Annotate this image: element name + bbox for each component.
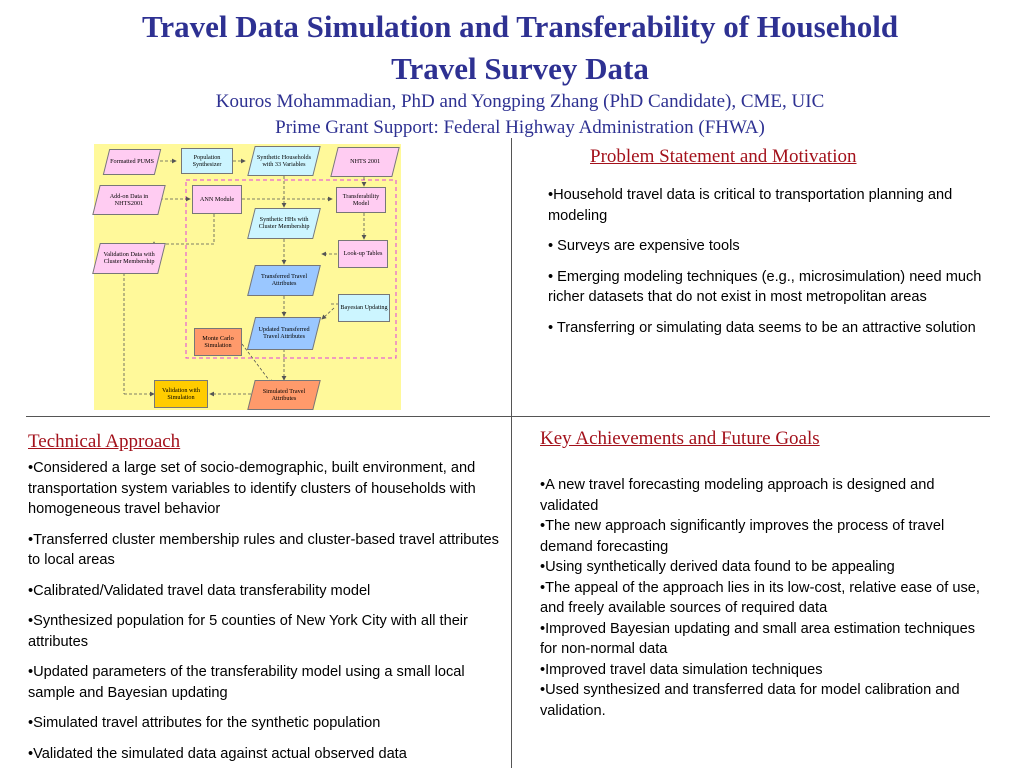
lookup-tables-box: Look-up Tables [338, 240, 388, 268]
problem-list [548, 185, 990, 348]
achievements-list [540, 475, 980, 721]
title-line-2: Travel Survey Data [391, 51, 649, 86]
synthetic-households-box: Synthetic Households with 33 Variables [247, 146, 320, 176]
population-synthesizer-box: Population Synthesizer [181, 148, 233, 174]
achievement-item: •A new travel forecasting modeling approach is designed and validated [540, 477, 935, 514]
technical-item: •Transferred cluster membership rules and cluster-based travel attributes to local areas [28, 531, 499, 568]
technical-item: •Synthesized population for 5 counties of New York City with all their attributes [28, 613, 468, 650]
technical-heading: Technical Approach [28, 431, 181, 452]
technical-item: •Considered a large set of socio-demographic, built environment, and transportation system variables to identify clusters of households with homogeneous travel behavior [28, 460, 476, 517]
transferred-attributes-box: Transferred Travel Attributes [247, 265, 321, 296]
monte-carlo-box: Monte Carlo Simulation [194, 328, 242, 356]
problem-item: • Surveys are expensive tools [548, 238, 740, 254]
technical-item: •Simulated travel attributes for the synthetic population [28, 715, 381, 731]
ann-module-box: ANN Module [192, 185, 242, 214]
synthetic-hhs-cluster-box: Synthetic HHs with Cluster Membership [247, 208, 321, 239]
achievement-item: •Improved Bayesian updating and small area estimation techniques for non-normal data [540, 620, 976, 657]
achievement-item: •Using synthetically derived data found to be appealing [540, 559, 895, 575]
diagram-connectors [94, 144, 401, 410]
simulated-attributes-box: Simulated Travel Attributes [247, 380, 320, 410]
achievements-heading: Key Achievements and Future Goals [540, 428, 820, 449]
achievement-item: •Used synthesized and transferred data for model calibration and validation. [540, 682, 960, 719]
technical-item: •Updated parameters of the transferability model using a small local sample and Bayesian updating [28, 664, 465, 701]
problem-heading: Problem Statement and Motivation [590, 146, 857, 167]
bayesian-updating-box: Bayesian Updating [338, 294, 390, 322]
updated-transferred-box: Updated Transferred Travel Attributes [247, 317, 321, 350]
formatted-pums-box: Formatted PUMS [103, 149, 161, 175]
problem-item: •Household travel data is critical to transportation planning and modeling [548, 187, 953, 224]
validation-simulation-box: Validation with Simulation [154, 380, 208, 408]
horizontal-divider [26, 416, 990, 417]
flow-diagram [94, 144, 401, 410]
achievement-item: •Improved travel data simulation techniques [540, 661, 823, 678]
technical-item: •Validated the simulated data against actual observed data [28, 745, 407, 762]
grant-support: Prime Grant Support: Federal Highway Administration (FHWA) [275, 117, 765, 138]
technical-list [28, 458, 502, 774]
problem-item: • Transferring or simulating data seems to be an attractive solution [548, 319, 976, 336]
title-line-1: Travel Data Simulation and Transferability of Household [141, 9, 899, 44]
achievement-item: •The new approach significantly improves the process of travel demand forecasting [540, 518, 945, 555]
problem-item: • Emerging modeling techniques (e.g., microsimulation) need much richer datasets that do not exist in most metropolitan areas [548, 268, 982, 305]
nhts-2001-box: NHTS 2001 [330, 147, 399, 177]
authors: Kouros Mohammadian, PhD and Yongping Zhang (PhD Candidate), CME, UIC [215, 91, 825, 112]
validation-data-box: Validation Data with Cluster Membership [92, 243, 166, 274]
addon-data-box: Add-on Data in NHTS2001 [92, 185, 165, 215]
transferability-model-box: Transferability Model [336, 187, 386, 213]
vertical-divider [511, 138, 512, 768]
technical-item: •Calibrated/Validated travel data transferability model [28, 582, 371, 599]
achievement-item: •The appeal of the approach lies in its low-cost, relative ease of use, and freely available sources of required data [540, 579, 980, 616]
